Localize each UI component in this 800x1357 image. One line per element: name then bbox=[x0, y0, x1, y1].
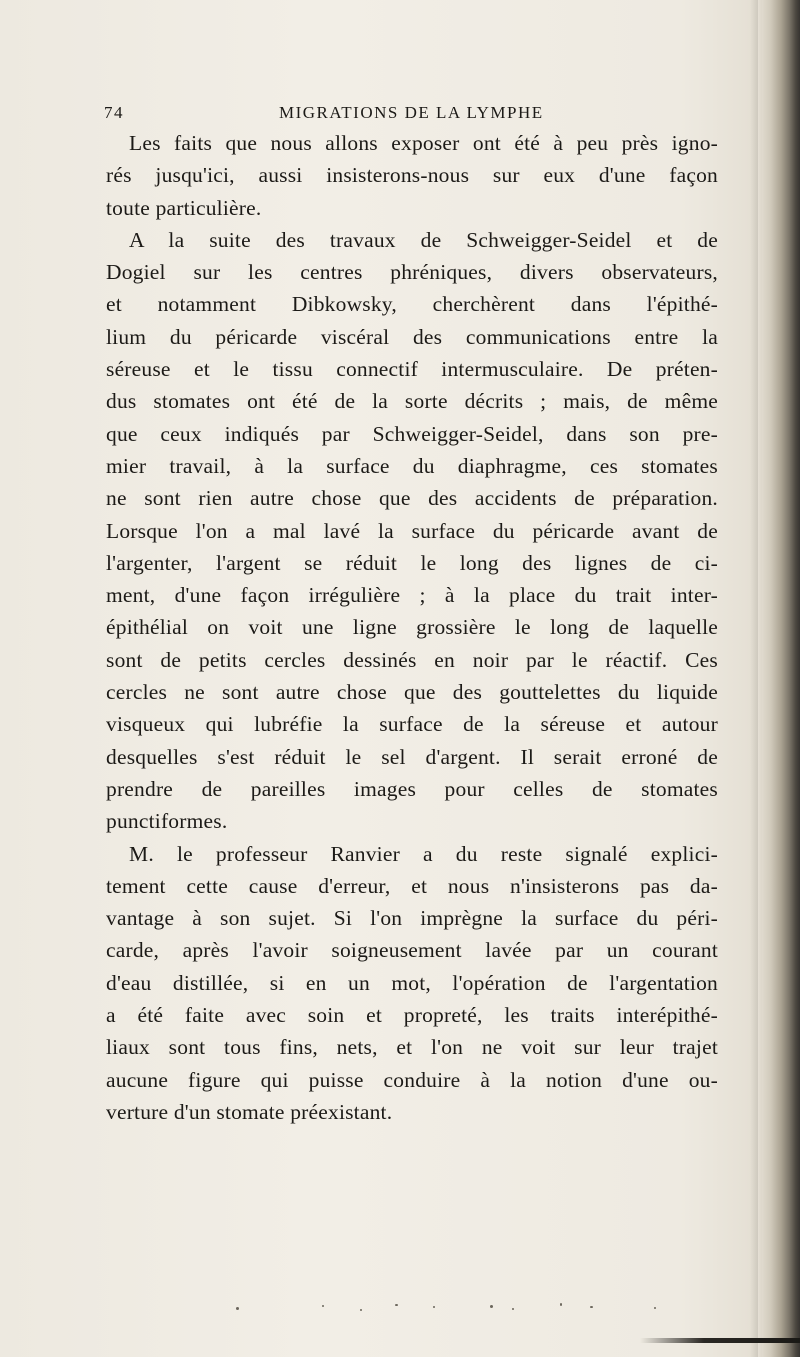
text-line: liaux sont tous fins, nets, et l'on ne voit sur leur trajet bbox=[106, 1035, 718, 1060]
text-line: a été faite avec soin et propreté, les traits interépithé- bbox=[106, 1003, 718, 1028]
scan-artifact-rule bbox=[640, 1338, 800, 1343]
text-line: séreuse et le tissu connectif intermusculaire. De préten- bbox=[106, 357, 718, 382]
scan-speck bbox=[360, 1309, 362, 1311]
scan-speck bbox=[236, 1307, 239, 1310]
page-number: 74 bbox=[104, 103, 124, 122]
running-title: MIGRATIONS DE LA LYMPHE bbox=[279, 103, 544, 122]
scan-speck bbox=[395, 1304, 398, 1306]
text-line: l'argenter, l'argent se réduit le long des lignes de ci- bbox=[106, 550, 718, 575]
scan-speck bbox=[322, 1305, 324, 1307]
scan-speck bbox=[560, 1303, 562, 1306]
text-line: A la suite des travaux de Schweigger-Seidel et de bbox=[129, 227, 718, 252]
scan-speck bbox=[433, 1306, 435, 1308]
text-line: lium du péricarde viscéral des communications entre la bbox=[106, 324, 718, 349]
text-line: sont de petits cercles dessinés en noir par le réactif. Ces bbox=[106, 647, 718, 672]
text-line: dus stomates ont été de la sorte décrits ; mais, de même bbox=[106, 389, 718, 414]
text-line: tement cette cause d'erreur, et nous n'insisterons pas da- bbox=[106, 873, 718, 898]
text-line: ne sont rien autre chose que des accidents de préparation. bbox=[106, 486, 718, 511]
text-line: desquelles s'est réduit le sel d'argent. Il serait erroné de bbox=[106, 744, 718, 769]
text-line: toute particulière. bbox=[106, 195, 262, 220]
page-edge bbox=[758, 0, 800, 1357]
text-line: verture d'un stomate préexistant. bbox=[106, 1099, 393, 1124]
body-text bbox=[106, 127, 718, 1128]
scan-speck bbox=[490, 1305, 493, 1308]
text-line: Les faits que nous allons exposer ont été à peu près igno- bbox=[129, 131, 718, 155]
text-line: M. le professeur Ranvier a du reste signalé explici- bbox=[129, 841, 718, 866]
text-line: cercles ne sont autre chose que des gouttelettes du liquide bbox=[106, 680, 718, 705]
text-line: vantage à son sujet. Si l'on imprègne la surface du péri- bbox=[106, 906, 718, 931]
text-line: que ceux indiqués par Schweigger-Seidel, dans son pre- bbox=[106, 421, 718, 446]
text-line: mier travail, à la surface du diaphragme, ces stomates bbox=[106, 453, 718, 478]
text-line: ment, d'une façon irrégulière ; à la place du trait inter- bbox=[106, 583, 718, 608]
text-line: visqueux qui lubréfie la surface de la séreuse et autour bbox=[106, 712, 718, 737]
text-line: Lorsque l'on a mal lavé la surface du péricarde avant de bbox=[106, 518, 718, 543]
text-line: rés jusqu'ici, aussi insisterons-nous sur eux d'une façon bbox=[106, 163, 718, 188]
text-line: épithélial on voit une ligne grossière le long de laquelle bbox=[106, 615, 718, 640]
scan-speck bbox=[590, 1306, 593, 1308]
text-line: prendre de pareilles images pour celles de stomates bbox=[106, 776, 718, 801]
text-line: punctiformes. bbox=[106, 809, 228, 834]
text-line: et notamment Dibkowsky, cherchèrent dans l'épithé- bbox=[106, 292, 718, 317]
text-line: Dogiel sur les centres phréniques, divers observateurs, bbox=[106, 260, 718, 285]
running-head bbox=[104, 103, 744, 123]
text-line: d'eau distillée, si en un mot, l'opération de l'argentation bbox=[106, 970, 718, 995]
text-line: aucune figure qui puisse conduire à la notion d'une ou- bbox=[106, 1067, 718, 1092]
scan-speck bbox=[512, 1308, 514, 1310]
text-line: carde, après l'avoir soigneusement lavée par un courant bbox=[106, 938, 718, 963]
scan-speck bbox=[654, 1307, 656, 1309]
